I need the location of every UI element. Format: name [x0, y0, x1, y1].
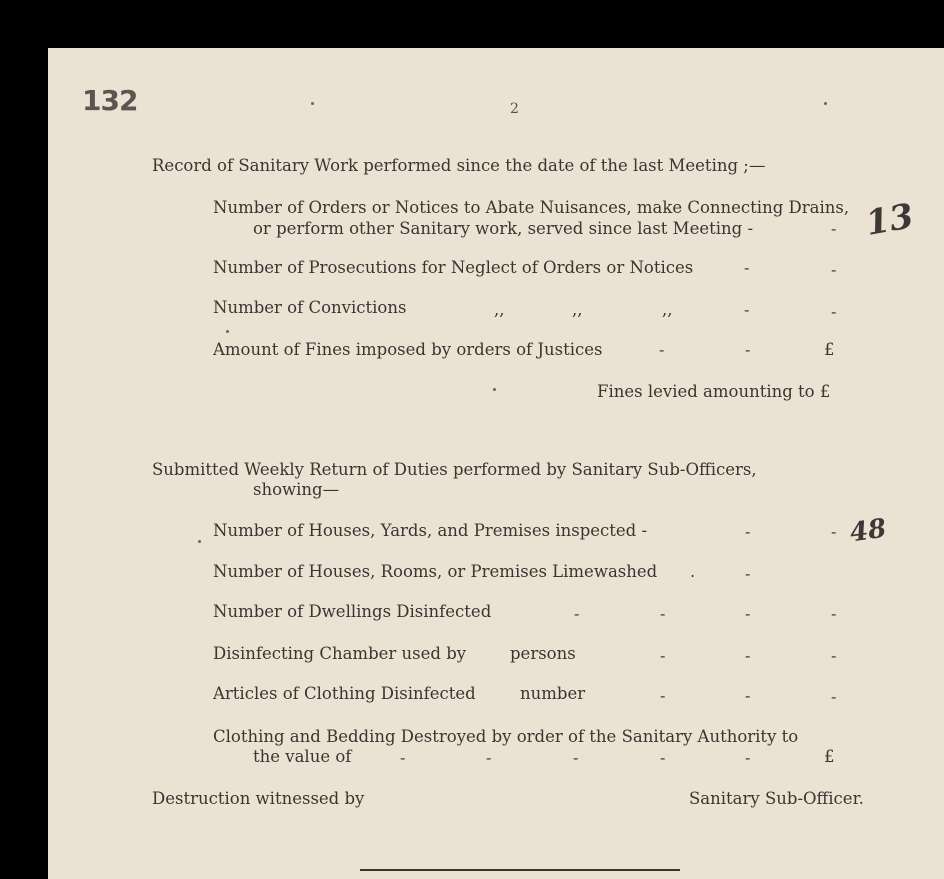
- destroyed-line-1: Clothing and Bedding Destroyed by order of the Sanitary Authority to: [213, 727, 799, 746]
- paper-speck: [226, 330, 229, 333]
- weekly-heading-line-1: Submitted Weekly Return of Duties performed by Sanitary Sub-Officers,: [152, 460, 757, 479]
- limewashed-label: Number of Houses, Rooms, or Premises Limewashed: [213, 562, 658, 581]
- ditto-mark: ,,: [662, 300, 673, 319]
- dash: -: [745, 340, 751, 359]
- destroyed-line-2: the value of: [253, 747, 352, 766]
- dash: -: [744, 300, 750, 319]
- dash: -: [573, 748, 579, 767]
- dash: -: [831, 604, 837, 623]
- weekly-heading-line-2: showing—: [253, 480, 340, 499]
- ditto-mark: ,,: [572, 300, 583, 319]
- houses-inspected-handwritten-value: 48: [848, 513, 889, 549]
- dash: -: [831, 219, 837, 238]
- dash: -: [831, 522, 837, 541]
- dash: -: [744, 258, 750, 277]
- pound-sign: £: [824, 747, 835, 766]
- dash: -: [831, 302, 837, 321]
- dash: -: [400, 748, 406, 767]
- orders-line-1: Number of Orders or Notices to Abate Nuisances, make Connecting Drains,: [213, 198, 850, 217]
- fines-levied-label: Fines levied amounting to £: [597, 382, 831, 401]
- paper-speck: [198, 540, 201, 543]
- dash: -: [660, 646, 666, 665]
- dash: -: [659, 340, 665, 359]
- dash: -: [745, 748, 751, 767]
- dash: -: [660, 748, 666, 767]
- dash: -: [660, 604, 666, 623]
- dash: -: [831, 687, 837, 706]
- clothing-unit: number: [520, 684, 586, 703]
- paper-speck: [311, 102, 314, 105]
- dash: -: [660, 686, 666, 705]
- document-page: [48, 48, 944, 879]
- pound-sign: £: [824, 340, 835, 359]
- dash: -: [745, 564, 751, 583]
- paper-speck: [824, 102, 827, 105]
- dash: -: [745, 686, 751, 705]
- paper-speck: [493, 388, 496, 391]
- dash: -: [486, 748, 492, 767]
- dash: -: [831, 260, 837, 279]
- dash: -: [574, 604, 580, 623]
- fines-imposed-label: Amount of Fines imposed by orders of Justices: [213, 340, 603, 359]
- dot: .: [690, 562, 696, 581]
- dash: -: [831, 646, 837, 665]
- record-heading: Record of Sanitary Work performed since the date of the last Meeting ;—: [152, 156, 766, 175]
- witnessed-label: Destruction witnessed by: [152, 789, 365, 808]
- dwellings-disinfected-label: Number of Dwellings Disinfected: [213, 602, 492, 621]
- ditto-mark: ,,: [494, 300, 505, 319]
- folio-number: 132: [82, 84, 138, 117]
- chamber-label: Disinfecting Chamber used by: [213, 644, 467, 663]
- houses-inspected-label: Number of Houses, Yards, and Premises inspected -: [213, 521, 648, 540]
- sub-officer-label: Sanitary Sub-Officer.: [689, 789, 864, 808]
- prosecutions-label: Number of Prosecutions for Neglect of Orders or Notices: [213, 258, 694, 277]
- dash: -: [745, 646, 751, 665]
- dash: -: [745, 522, 751, 541]
- convictions-label: Number of Convictions: [213, 298, 407, 317]
- dash: -: [745, 604, 751, 623]
- page-number: 2: [510, 101, 519, 117]
- closing-rule: [360, 869, 680, 871]
- clothing-label: Articles of Clothing Disinfected: [213, 684, 476, 703]
- orders-line-2: or perform other Sanitary work, served since last Meeting -: [253, 219, 754, 238]
- orders-handwritten-value: 13: [862, 196, 917, 244]
- chamber-unit: persons: [510, 644, 576, 663]
